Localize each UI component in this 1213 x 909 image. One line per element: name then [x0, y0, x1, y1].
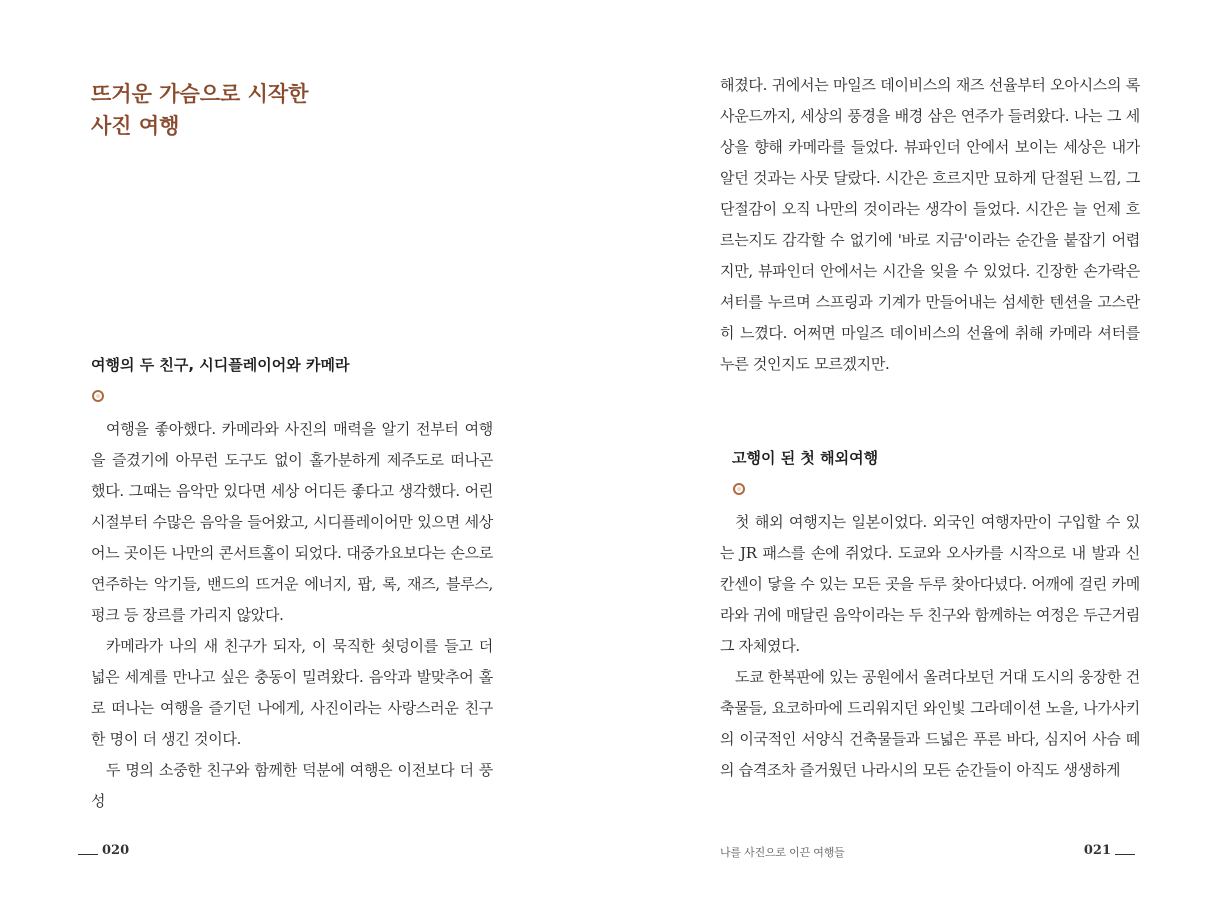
right-page [606, 0, 1213, 909]
body-paragraph: 카메라가 나의 새 친구가 되자, 이 묵직한 쇳덩이를 들고 더 넓은 세계를 만나고 싶은 충동이 밀려왔다. 음악과 발맞추어 홀로 떠나는 여행을 즐기던 나에게, 사진이라는 사랑스러운 친구 한 명이 더 생긴 것이다. [91, 637, 493, 748]
page-number: 021 [1083, 843, 1111, 858]
chapter-title-line-1: 뜨거운 가슴으로 시작한 [91, 82, 309, 106]
left-page [0, 0, 606, 909]
folio-rule [78, 846, 98, 855]
section-heading: 여행의 두 친구, 시디플레이어와 카메라 [91, 356, 350, 374]
chapter-title-line-2: 사진 여행 [91, 114, 180, 138]
folio-rule [1115, 846, 1135, 855]
body-paragraph: 도쿄 한복판에 있는 공원에서 올려다보던 거대 도시의 웅장한 건축물들, 요코하마에 드리워지던 와인빛 그라데이션 노을, 나가사키의 이국적인 서양식 건축물들과 드넓은 푸른 바다, 심지어 사슴 떼의 습격조차 즐거웠던 나라시의 모든 순간들이 아직도 생생하게 [720, 668, 1140, 779]
section-body [720, 507, 1140, 786]
ornament-circle-icon [733, 483, 745, 495]
section-first-overseas-trip [720, 444, 1140, 786]
page-number: 020 [102, 843, 130, 858]
body-paragraph: 두 명의 소중한 친구와 함께한 덕분에 여행은 이전보다 더 풍성 [91, 761, 493, 810]
body-paragraph: 첫 해외 여행지는 일본이었다. 외국인 여행자만이 구입할 수 있는 JR 패스를 손에 쥐었다. 도쿄와 오사카를 시작으로 내 발과 신칸센이 닿을 수 있는 모든 곳을 두루 찾아다녔다. 어깨에 걸린 카메라와 귀에 매달린 음악이라는 두 친구와 함께하는 여정은 두근거림 그 자체였다. [720, 513, 1140, 655]
chapter-title [91, 78, 308, 142]
section-cd-player-and-camera [91, 351, 493, 817]
body-paragraph: 여행을 좋아했다. 카메라와 사진의 매력을 알기 전부터 여행을 즐겼기에 아무런 도구도 없이 홀가분하게 제주도로 떠나곤 했다. 그때는 음악만 있다면 세상 어디든 좋다고 생각했다. 어린 시절부터 수많은 음악을 들어왔고, 시디플레이어만 있으면 세상 어느 곳이든 나만의 콘서트홀이 되었다. 대중가요보다는 손으로 연주하는 악기들, 밴드의 뜨거운 에너지, 팝, 록, 재즈, 블루스, 펑크 등 장르를 가리지 않았다. [91, 420, 493, 624]
body-paragraph: 해졌다. 귀에서는 마일즈 데이비스의 재즈 선율부터 오아시스의 록 사운드까지, 세상의 풍경을 배경 삼은 연주가 들려왔다. 나는 그 세상을 향해 카메라를 들었다. 뷰파인더 안에서 보이는 세상은 내가 알던 것과는 사뭇 달랐다. 시간은 흐르지만 묘하게 단절된 느낌, 그 단절감이 오직 나만의 것이라는 생각이 들었다. 시간은 늘 언제 흐르는지도 감각할 수 없기에 '바로 지금'이라는 순간을 붙잡기 어렵지만, 뷰파인더 안에서는 시간을 잊을 수 있었다. 긴장한 손가락은 셔터를 누르며 스프링과 기계가 만들어내는 섬세한 텐션을 고스란히 느꼈다. 어쩌면 마일즈 데이비스의 선율에 취해 카메라 셔터를 누른 것인지도 모르겠지만. [720, 76, 1140, 373]
ornament-circle-icon [92, 390, 104, 402]
folio-right [1084, 843, 1135, 858]
running-head: 나를 사진으로 이끈 여행들 [720, 846, 845, 859]
continued-text [720, 70, 1140, 380]
section-heading: 고행이 된 첫 해외여행 [732, 449, 879, 467]
folio-left [78, 843, 129, 858]
